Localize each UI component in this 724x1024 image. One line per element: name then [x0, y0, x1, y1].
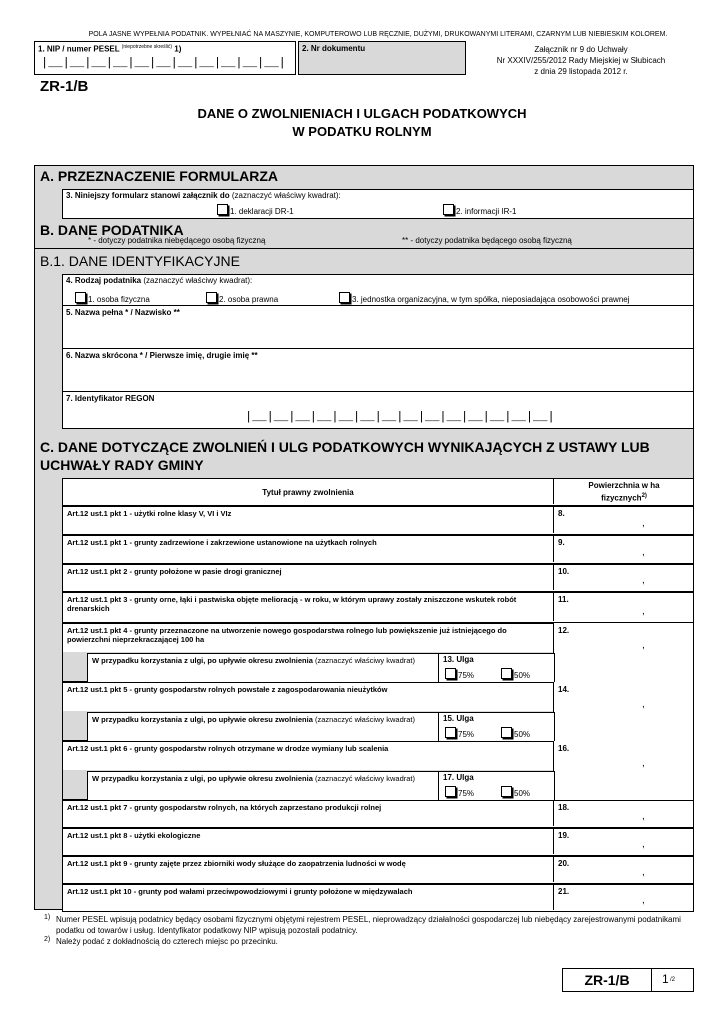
area-field[interactable] [553, 828, 693, 854]
exemption-title: Art.12 ust.1 pkt 3 - grunty orne, łąki i pastwiska objęte melioracją - w roku, w którym uprawy zostały zniszczone wskutek robót drenarskich [67, 595, 517, 613]
field-6-short-name[interactable]: 6. Nazwa skrócona * / Pierwsze imię, drugie imię ** [62, 348, 694, 392]
relief-subrow: W przypadku korzystania z ulgi, po upływie okresu zwolnienia (zaznaczyć właściwy kwadrat) 15. Ulga 75% 50% [87, 712, 555, 742]
nip-field[interactable] [34, 41, 296, 75]
option-natural-person[interactable]: 1. osoba fizyczna [75, 292, 150, 304]
relief-subrow: W przypadku korzystania z ulgi, po upływie okresu zwolnienia (zaznaczyć właściwy kwadrat) 13. Ulga 75% 50% [87, 653, 555, 683]
decimal-comma: , [642, 758, 645, 769]
field-7-regon[interactable]: 7. Identyfikator REGON |__|__|__|__|__|__|__|__|__|__|__|__|__|__| [62, 391, 694, 429]
option-dr1[interactable]: 1. deklaracji DR-1 [217, 204, 294, 216]
table-row [62, 564, 694, 592]
area-field[interactable] [553, 884, 693, 910]
option-50[interactable]: 50% [501, 668, 530, 680]
table-row [62, 741, 694, 800]
field-number: 9. [558, 538, 565, 547]
checkbox-icon[interactable] [445, 786, 456, 797]
area-field[interactable] [553, 741, 693, 800]
section-c-title: C. DANE DOTYCZĄCE ZWOLNIEŃ I ULG PODATKOWYCH WYNIKAJĄCYCH Z USTAWY LUB UCHWAŁY RADY GMINY [40, 439, 650, 473]
attachment-note: Załącznik nr 9 do Uchwały Nr XXXIV/255/2012 Rady Miejskiej w Słubicach z dnia 29 listopada 2012 r. [496, 45, 666, 76]
checkbox-icon[interactable] [501, 727, 512, 738]
area-field[interactable] [553, 682, 693, 741]
decimal-comma: , [642, 699, 645, 710]
option-50[interactable]: 50% [501, 786, 530, 798]
field-5-full-name[interactable]: 5. Nazwa pełna * / Nazwisko ** [62, 305, 694, 349]
field-number: 20. [558, 859, 570, 868]
table-row [62, 884, 694, 912]
relief-label: 15. Ulga [443, 714, 474, 723]
page-number: 1 /2 [651, 968, 695, 992]
footer-form-code: ZR-1/B [584, 972, 630, 988]
area-field[interactable] [553, 564, 693, 590]
checkbox-icon[interactable] [501, 786, 512, 797]
exemption-title: Art.12 ust.1 pkt 1 - użytki rolne klasy V, VI i VIz [67, 509, 232, 518]
section-a-title: A. PRZEZNACZENIE FORMULARZA [40, 168, 278, 184]
exemption-title: Art.12 ust.1 pkt 10 - grunty pod wałami przeciwpowodziowymi i grunty położone w międzywalach [67, 887, 413, 896]
document-number-label: 2. Nr dokumentu [302, 44, 366, 53]
checkbox-icon[interactable] [217, 204, 228, 215]
decimal-comma: , [642, 547, 645, 558]
area-field[interactable] [553, 535, 693, 562]
checkbox-icon[interactable] [339, 292, 350, 303]
exemption-title: Art.12 ust.1 pkt 4 - grunty przeznaczone na utworzenie nowego gospodarstwa rolnego lub powiększenie już istniejącego do powierzchni nieprzekraczającej 100 ha [67, 626, 507, 644]
field-number: 14. [558, 685, 570, 694]
checkbox-icon[interactable] [75, 292, 86, 303]
decimal-comma: , [642, 811, 645, 822]
area-field[interactable] [553, 856, 693, 882]
area-field[interactable] [553, 506, 693, 533]
field-number: 18. [558, 803, 570, 812]
relief-options [438, 712, 556, 742]
option-ir1[interactable]: 2. informacji IR-1 [443, 204, 516, 216]
checkbox-icon[interactable] [443, 204, 454, 215]
decimal-comma: , [642, 839, 645, 850]
exemption-title: Art.12 ust.1 pkt 6 - grunty gospodarstw rolnych otrzymane w drodze wymiany lub scalenia [67, 744, 389, 753]
field-number: 8. [558, 509, 565, 518]
field-number: 11. [558, 595, 569, 604]
footnotes [44, 914, 684, 947]
table-header [62, 478, 694, 506]
footnote-1: 1) Numer PESEL wpisują podatnicy będący osobami fizycznymi objętymi rejestrem PESEL, nieprowadzący działalności gospodarczej lub niebędący zarejestrowanymi podatnikami podatku od towarów i usług. Identyfikator podatkowy NIP wpisują pozostali podatnicy. [44, 914, 681, 935]
exemption-title: Art.12 ust.1 pkt 5 - grunty gospodarstw rolnych powstałe z zagospodarowania nieużytków [67, 685, 388, 694]
area-field[interactable] [553, 800, 693, 826]
field-4-taxpayer-type: 4. Rodzaj podatnika (zaznaczyć właściwy kwadrat): 1. osoba fizyczna 2. osoba prawna 3. jednostka organizacyjna, w tym spółka, nieposiadająca osobowości prawnej [62, 274, 694, 306]
footnote-2: 2) Należy podać z dokładnością do czterech miejsc po przecinku. [44, 936, 278, 946]
decimal-comma: , [642, 518, 645, 529]
field-number: 21. [558, 887, 570, 896]
option-75[interactable]: 75% [445, 786, 474, 798]
option-legal-person[interactable]: 2. osoba prawna [206, 292, 278, 304]
section-b1-title: B.1. DANE IDENTYFIKACYJNE [40, 253, 240, 269]
nip-label: 1. NIP / numer PESEL [38, 44, 120, 54]
field-3-purpose: 3. Niniejszy formularz stanowi załącznik do (zaznaczyć właściwy kwadrat): 1. deklaracji DR-1 2. informacji IR-1 [62, 189, 694, 219]
field-number: 19. [558, 831, 570, 840]
table-row [62, 592, 694, 623]
option-organizational-unit[interactable]: 3. jednostka organizacyjna, w tym spółka, nieposiadająca osobowości prawnej [339, 292, 630, 304]
decimal-comma: , [642, 640, 645, 651]
exemption-title: Art.12 ust.1 pkt 2 - grunty położone w pasie drogi granicznej [67, 567, 282, 576]
regon-comb: |__|__|__|__|__|__|__|__|__|__|__|__|__|__| [245, 410, 555, 424]
area-field[interactable] [553, 623, 693, 682]
table-row [62, 682, 694, 741]
option-75[interactable]: 75% [445, 668, 474, 680]
note-natural-person: ** - dotyczy podatnika będącego osobą fizyczną [402, 236, 572, 245]
checkbox-icon[interactable] [206, 292, 217, 303]
checkbox-icon[interactable] [501, 668, 512, 679]
exemption-title: Art.12 ust.1 pkt 7 - grunty gospodarstw rolnych, na których zaprzestano produkcji rolnej [67, 803, 382, 812]
table-row [62, 535, 694, 564]
form-instruction: POLA JASNE WYPEŁNIA PODATNIK. WYPEŁNIAĆ NA MASZYNIE, KOMPUTEROWO LUB RĘCZNIE, DUŻYMI, DRUKOWANYMI LITERAMI, CZARNYM LUB NIEBIESKIM KOLOREM. [88, 31, 668, 38]
checkbox-icon[interactable] [445, 727, 456, 738]
page-title: DANE O ZWOLNIENIACH I ULGACH PODATKOWYCH W PODATKU ROLNYM [197, 106, 527, 139]
footer-box [562, 968, 694, 992]
column-area: Powierzchnia w ha fizycznych$^{2)}$ [588, 481, 660, 503]
relief-label: 13. Ulga [443, 655, 474, 664]
nip-note: (niepotrzebne skreślić) [121, 44, 173, 50]
relief-subrow: W przypadku korzystania z ulgi, po upływie okresu zwolnienia (zaznaczyć właściwy kwadrat) 17. Ulga 75% 50% [87, 771, 555, 801]
section-b-title: B. DANE PODATNIKA [40, 222, 184, 238]
option-75[interactable]: 75% [445, 727, 474, 739]
checkbox-icon[interactable] [445, 668, 456, 679]
table-row [62, 623, 694, 682]
table-row [62, 828, 694, 856]
exemption-title: Art.12 ust.1 pkt 9 - grunty zajęte przez zbiorniki wody służące do zaopatrzenia ludności w wodę [67, 859, 406, 868]
nip-comb: |__|__|__|__|__|__|__|__|__|__|__| [41, 56, 286, 70]
area-field[interactable] [553, 592, 693, 621]
document-number-field [298, 41, 466, 75]
decimal-comma: , [642, 895, 645, 906]
note-legal-entity: * - dotyczy podatnika niebędącego osobą fizyczną [88, 236, 266, 245]
relief-label: 17. Ulga [443, 773, 474, 782]
field-number: 12. [558, 626, 570, 635]
decimal-comma: , [642, 606, 645, 617]
relief-options [438, 653, 556, 683]
field-number: 10. [558, 567, 570, 576]
relief-options [438, 771, 556, 801]
decimal-comma: , [642, 575, 645, 586]
nip-sup: 1) [174, 44, 182, 54]
table-row [62, 856, 694, 884]
field-number: 16. [558, 744, 570, 753]
form-code: ZR-1/B [40, 78, 89, 95]
exemption-title: Art.12 ust.1 pkt 8 - użytki ekologiczne [67, 831, 201, 840]
column-title: Tytuł prawny zwolnienia [262, 488, 354, 497]
table-row [62, 800, 694, 828]
exemption-title: Art.12 ust.1 pkt 1 - grunty zadrzewione i zakrzewione ustanowione na użytkach rolnych [67, 538, 377, 547]
option-50[interactable]: 50% [501, 727, 530, 739]
decimal-comma: , [642, 867, 645, 878]
table-row [62, 506, 694, 535]
